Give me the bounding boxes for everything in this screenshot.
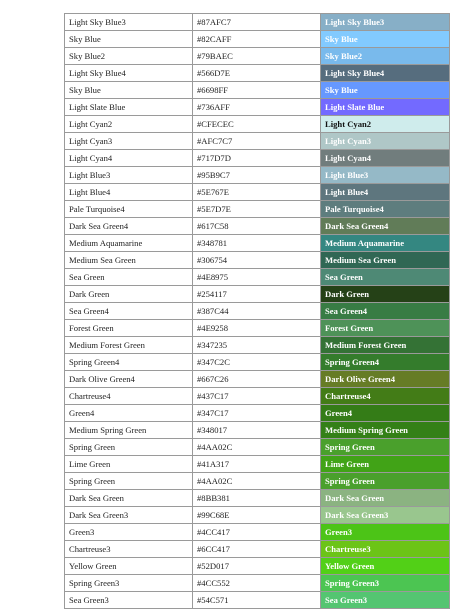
- hex-code-cell: #52D017: [193, 558, 321, 575]
- color-swatch-cell: Forest Green: [321, 320, 450, 337]
- color-swatch-cell: Sky Blue2: [321, 48, 450, 65]
- hex-code-cell: #254117: [193, 286, 321, 303]
- table-row: [65, 490, 450, 507]
- color-swatch-cell: Dark Green: [321, 286, 450, 303]
- table-row: [65, 320, 450, 337]
- color-name-cell: Dark Sea Green: [65, 490, 193, 507]
- hex-code-cell: #5E7D7E: [193, 201, 321, 218]
- table-row: [65, 31, 450, 48]
- color-swatch-cell: Light Cyan3: [321, 133, 450, 150]
- color-table: [64, 13, 450, 609]
- hex-code-cell: #736AFF: [193, 99, 321, 116]
- color-name-cell: Light Cyan2: [65, 116, 193, 133]
- hex-code-cell: #CFECEC: [193, 116, 321, 133]
- hex-code-cell: #95B9C7: [193, 167, 321, 184]
- color-swatch-cell: Light Cyan2: [321, 116, 450, 133]
- hex-code-cell: #306754: [193, 252, 321, 269]
- color-swatch-cell: Pale Turquoise4: [321, 201, 450, 218]
- table-row: [65, 524, 450, 541]
- color-swatch-cell: Sky Blue: [321, 31, 450, 48]
- color-swatch-cell: Light Sky Blue3: [321, 14, 450, 31]
- table-row: [65, 405, 450, 422]
- table-row: [65, 150, 450, 167]
- table-row: [65, 116, 450, 133]
- color-name-cell: Dark Sea Green4: [65, 218, 193, 235]
- color-swatch-cell: Spring Green: [321, 439, 450, 456]
- hex-code-cell: #617C58: [193, 218, 321, 235]
- color-swatch-cell: Sea Green: [321, 269, 450, 286]
- table-row: [65, 558, 450, 575]
- color-name-cell: Yellow Green: [65, 558, 193, 575]
- color-swatch-cell: Medium Spring Green: [321, 422, 450, 439]
- color-name-cell: Light Sky Blue4: [65, 65, 193, 82]
- table-row: [65, 337, 450, 354]
- table-row: [65, 303, 450, 320]
- color-swatch-cell: Spring Green4: [321, 354, 450, 371]
- table-row: [65, 252, 450, 269]
- table-row: [65, 235, 450, 252]
- hex-code-cell: #4CC552: [193, 575, 321, 592]
- color-name-cell: Light Slate Blue: [65, 99, 193, 116]
- color-name-cell: Sky Blue2: [65, 48, 193, 65]
- color-name-cell: Spring Green: [65, 473, 193, 490]
- color-swatch-cell: Dark Sea Green3: [321, 507, 450, 524]
- hex-code-cell: #4AA02C: [193, 439, 321, 456]
- table-row: [65, 65, 450, 82]
- color-swatch-cell: Chartreuse3: [321, 541, 450, 558]
- hex-code-cell: #348781: [193, 235, 321, 252]
- color-swatch-cell: Dark Olive Green4: [321, 371, 450, 388]
- color-name-cell: Lime Green: [65, 456, 193, 473]
- color-name-cell: Spring Green3: [65, 575, 193, 592]
- hex-code-cell: #4AA02C: [193, 473, 321, 490]
- color-swatch-cell: Chartreuse4: [321, 388, 450, 405]
- color-name-cell: Spring Green: [65, 439, 193, 456]
- hex-code-cell: #387C44: [193, 303, 321, 320]
- hex-code-cell: #347235: [193, 337, 321, 354]
- color-name-cell: Sea Green: [65, 269, 193, 286]
- table-row: [65, 473, 450, 490]
- color-name-cell: Pale Turquoise4: [65, 201, 193, 218]
- color-name-cell: Sea Green4: [65, 303, 193, 320]
- hex-code-cell: #87AFC7: [193, 14, 321, 31]
- hex-code-cell: #348017: [193, 422, 321, 439]
- table-row: [65, 48, 450, 65]
- table-row: [65, 286, 450, 303]
- color-swatch-cell: Medium Forest Green: [321, 337, 450, 354]
- table-row: [65, 422, 450, 439]
- hex-code-cell: #6698FF: [193, 82, 321, 99]
- color-name-cell: Green3: [65, 524, 193, 541]
- hex-code-cell: #717D7D: [193, 150, 321, 167]
- color-swatch-cell: Light Cyan4: [321, 150, 450, 167]
- color-name-cell: Green4: [65, 405, 193, 422]
- color-name-cell: Light Cyan4: [65, 150, 193, 167]
- hex-code-cell: #79BAEC: [193, 48, 321, 65]
- table-row: [65, 133, 450, 150]
- hex-code-cell: #99C68E: [193, 507, 321, 524]
- table-row: [65, 14, 450, 31]
- color-name-cell: Light Sky Blue3: [65, 14, 193, 31]
- color-swatch-cell: Medium Aquamarine: [321, 235, 450, 252]
- table-row: [65, 575, 450, 592]
- table-row: [65, 354, 450, 371]
- table-row: [65, 371, 450, 388]
- color-name-cell: Sky Blue: [65, 31, 193, 48]
- color-name-cell: Light Blue4: [65, 184, 193, 201]
- color-name-cell: Medium Forest Green: [65, 337, 193, 354]
- hex-code-cell: #41A317: [193, 456, 321, 473]
- color-name-cell: Forest Green: [65, 320, 193, 337]
- hex-code-cell: #347C17: [193, 405, 321, 422]
- hex-code-cell: #6CC417: [193, 541, 321, 558]
- color-swatch-cell: Light Sky Blue4: [321, 65, 450, 82]
- color-name-cell: Chartreuse4: [65, 388, 193, 405]
- color-name-cell: Medium Spring Green: [65, 422, 193, 439]
- color-swatch-cell: Lime Green: [321, 456, 450, 473]
- table-row: [65, 99, 450, 116]
- hex-code-cell: #AFC7C7: [193, 133, 321, 150]
- hex-code-cell: #54C571: [193, 592, 321, 609]
- hex-code-cell: #347C2C: [193, 354, 321, 371]
- color-swatch-cell: Light Slate Blue: [321, 99, 450, 116]
- color-swatch-cell: Sky Blue: [321, 82, 450, 99]
- color-swatch-cell: Green3: [321, 524, 450, 541]
- color-name-cell: Chartreuse3: [65, 541, 193, 558]
- color-name-cell: Light Cyan3: [65, 133, 193, 150]
- color-name-cell: Light Blue3: [65, 167, 193, 184]
- table-row: [65, 439, 450, 456]
- color-name-cell: Medium Sea Green: [65, 252, 193, 269]
- color-name-cell: Dark Sea Green3: [65, 507, 193, 524]
- color-name-cell: Dark Green: [65, 286, 193, 303]
- color-swatch-cell: Medium Sea Green: [321, 252, 450, 269]
- hex-code-cell: #4E9258: [193, 320, 321, 337]
- color-name-cell: Spring Green4: [65, 354, 193, 371]
- color-swatch-cell: Spring Green3: [321, 575, 450, 592]
- table-row: [65, 388, 450, 405]
- color-swatch-cell: Spring Green: [321, 473, 450, 490]
- hex-code-cell: #566D7E: [193, 65, 321, 82]
- hex-code-cell: #437C17: [193, 388, 321, 405]
- table-row: [65, 592, 450, 609]
- color-table-body: [65, 14, 450, 609]
- color-swatch-cell: Yellow Green: [321, 558, 450, 575]
- hex-code-cell: #5E767E: [193, 184, 321, 201]
- color-name-cell: Sea Green3: [65, 592, 193, 609]
- table-row: [65, 184, 450, 201]
- color-swatch-cell: Sea Green4: [321, 303, 450, 320]
- color-name-cell: Medium Aquamarine: [65, 235, 193, 252]
- hex-code-cell: #4CC417: [193, 524, 321, 541]
- table-row: [65, 456, 450, 473]
- table-row: [65, 541, 450, 558]
- table-row: [65, 167, 450, 184]
- color-swatch-cell: Light Blue4: [321, 184, 450, 201]
- table-row: [65, 269, 450, 286]
- color-swatch-cell: Light Blue3: [321, 167, 450, 184]
- table-row: [65, 82, 450, 99]
- color-name-cell: Dark Olive Green4: [65, 371, 193, 388]
- hex-code-cell: #82CAFF: [193, 31, 321, 48]
- color-swatch-cell: Dark Sea Green4: [321, 218, 450, 235]
- color-swatch-cell: Dark Sea Green: [321, 490, 450, 507]
- hex-code-cell: #667C26: [193, 371, 321, 388]
- color-swatch-cell: Green4: [321, 405, 450, 422]
- table-row: [65, 201, 450, 218]
- hex-code-cell: #8BB381: [193, 490, 321, 507]
- color-name-cell: Sky Blue: [65, 82, 193, 99]
- hex-code-cell: #4E8975: [193, 269, 321, 286]
- color-swatch-cell: Sea Green3: [321, 592, 450, 609]
- table-row: [65, 507, 450, 524]
- table-row: [65, 218, 450, 235]
